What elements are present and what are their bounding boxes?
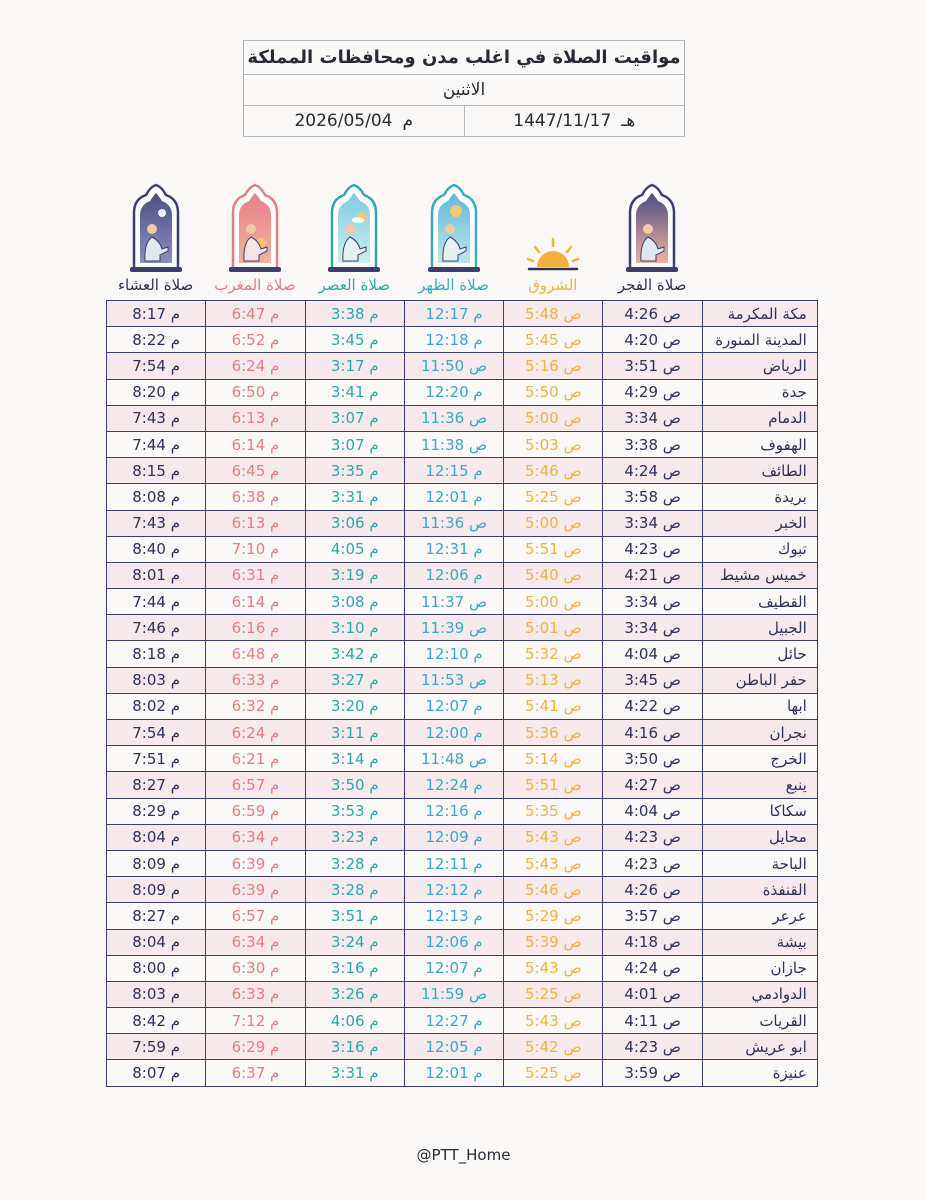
fajr-time: 4:26 ص: [603, 877, 702, 903]
maghrib-time: 6:31 م: [206, 562, 305, 588]
dhuhr-time: 12:09 م: [404, 824, 503, 850]
asr-time: 3:41 م: [305, 379, 404, 405]
table-row: [107, 458, 818, 484]
sunrise-time: 5:48 ص: [504, 301, 603, 327]
maghrib-time: 6:32 م: [206, 693, 305, 719]
table-row: [107, 615, 818, 641]
isha-time: 8:40 م: [107, 536, 206, 562]
asr-time: 3:31 م: [305, 484, 404, 510]
table-row: [107, 562, 818, 588]
table-row: [107, 955, 818, 981]
city-name: الرياض: [702, 353, 817, 379]
table-row: [107, 353, 818, 379]
maghrib-time: 6:34 م: [206, 929, 305, 955]
maghrib-time: 6:21 م: [206, 746, 305, 772]
dhuhr-time: 12:10 م: [404, 641, 503, 667]
fajr-time: 3:59 ص: [603, 1060, 702, 1086]
table-row: [107, 981, 818, 1007]
asr-time: 3:20 م: [305, 693, 404, 719]
fajr-time: 3:34 ص: [603, 510, 702, 536]
isha-time: 8:01 م: [107, 562, 206, 588]
sunrise-time: 5:25 ص: [504, 981, 603, 1007]
maghrib-time: 6:57 م: [206, 772, 305, 798]
city-name: جدة: [702, 379, 817, 405]
table-row: [107, 510, 818, 536]
city-name: نجران: [702, 720, 817, 746]
city-name: بيشة: [702, 929, 817, 955]
sunrise-time: 5:40 ص: [504, 562, 603, 588]
fajr-time: 4:23 ص: [603, 850, 702, 876]
sunrise-time: 5:51 ص: [504, 772, 603, 798]
fajr-time: 4:23 ص: [603, 824, 702, 850]
dhuhr-time: 11:36 ص: [404, 510, 503, 536]
sunrise-time: 5:42 ص: [504, 1034, 603, 1060]
column-labels: [106, 276, 702, 300]
city-name: الخبر: [702, 510, 817, 536]
asr-time: 3:27 م: [305, 667, 404, 693]
label-fajr: صلاة الفجر: [617, 276, 687, 294]
table-row: [107, 824, 818, 850]
isha-time: 7:43 م: [107, 510, 206, 536]
dhuhr-time: 12:13 م: [404, 903, 503, 929]
isha-time: 8:03 م: [107, 667, 206, 693]
header-box: [243, 40, 685, 137]
dhuhr-time: 12:24 م: [404, 772, 503, 798]
hijri-date-cell: [465, 106, 685, 136]
fajr-time: 4:04 ص: [603, 641, 702, 667]
hijri-suffix: هـ: [621, 111, 636, 131]
sunrise-time: 5:46 ص: [504, 877, 603, 903]
city-name: الطائف: [702, 458, 817, 484]
fajr-time: 4:22 ص: [603, 693, 702, 719]
table-body: [107, 301, 818, 1087]
dhuhr-time: 11:59 ص: [404, 981, 503, 1007]
dhuhr-time: 11:53 ص: [404, 667, 503, 693]
table-row: [107, 431, 818, 457]
isha-time: 8:27 م: [107, 903, 206, 929]
fajr-time: 4:16 ص: [603, 720, 702, 746]
sunrise-time: 5:50 ص: [504, 379, 603, 405]
gregorian-date-cell: [244, 106, 465, 136]
city-name: ابو عريش: [702, 1034, 817, 1060]
asr-time: 3:11 م: [305, 720, 404, 746]
city-name: الباحة: [702, 850, 817, 876]
dhuhr-time: 11:37 ص: [404, 589, 503, 615]
table-row: [107, 1008, 818, 1034]
asr-time: 3:08 م: [305, 589, 404, 615]
prayer-afternoon-icon: [305, 175, 404, 275]
dhuhr-time: 12:12 م: [404, 877, 503, 903]
page-title: مواقيت الصلاة في اغلب مدن ومحافظات المملكة: [244, 41, 684, 75]
isha-time: 7:54 م: [107, 353, 206, 379]
fajr-time: 4:04 ص: [603, 798, 702, 824]
city-name: جازان: [702, 955, 817, 981]
asr-time: 3:23 م: [305, 824, 404, 850]
sunrise-time: 5:36 ص: [504, 720, 603, 746]
table-row: [107, 877, 818, 903]
city-name: المدينة المنورة: [702, 327, 817, 353]
asr-time: 3:07 م: [305, 431, 404, 457]
isha-time: 7:54 م: [107, 720, 206, 746]
city-name: الدمام: [702, 405, 817, 431]
isha-time: 8:29 م: [107, 798, 206, 824]
sunrise-time: 5:14 ص: [504, 746, 603, 772]
city-name: محايل: [702, 824, 817, 850]
isha-time: 7:59 م: [107, 1034, 206, 1060]
maghrib-time: 6:14 م: [206, 589, 305, 615]
prayer-dawn-icon: [602, 175, 701, 275]
maghrib-time: 6:39 م: [206, 877, 305, 903]
sunrise-time: 5:45 ص: [504, 327, 603, 353]
label-maghrib: صلاة المغرب: [214, 276, 296, 294]
fajr-time: 3:58 ص: [603, 484, 702, 510]
prayer-icons-row: [106, 175, 702, 275]
sunrise-time: 5:43 ص: [504, 955, 603, 981]
isha-time: 7:44 م: [107, 589, 206, 615]
city-name: سكاكا: [702, 798, 817, 824]
isha-time: 8:42 م: [107, 1008, 206, 1034]
asr-time: 3:19 م: [305, 562, 404, 588]
dhuhr-time: 11:39 ص: [404, 615, 503, 641]
sunrise-icon: [503, 175, 602, 275]
city-name: حائل: [702, 641, 817, 667]
label-isha: صلاة العشاء: [118, 276, 194, 294]
isha-time: 8:17 م: [107, 301, 206, 327]
isha-time: 7:51 م: [107, 746, 206, 772]
maghrib-time: 7:12 م: [206, 1008, 305, 1034]
table-row: [107, 301, 818, 327]
dhuhr-time: 12:07 م: [404, 955, 503, 981]
dhuhr-time: 12:27 م: [404, 1008, 503, 1034]
fajr-time: 4:11 ص: [603, 1008, 702, 1034]
table-row: [107, 536, 818, 562]
city-name: الهفوف: [702, 431, 817, 457]
city-name: خميس مشيط: [702, 562, 817, 588]
gregorian-date: 2026/05/04: [294, 111, 393, 131]
hijri-date: 1447/11/17: [513, 111, 612, 131]
isha-time: 7:44 م: [107, 431, 206, 457]
fajr-time: 3:34 ص: [603, 589, 702, 615]
asr-time: 3:24 م: [305, 929, 404, 955]
fajr-time: 4:26 ص: [603, 301, 702, 327]
table-row: [107, 772, 818, 798]
maghrib-time: 6:30 م: [206, 955, 305, 981]
asr-time: 3:50 م: [305, 772, 404, 798]
maghrib-time: 6:52 م: [206, 327, 305, 353]
asr-time: 3:28 م: [305, 877, 404, 903]
isha-time: 7:43 م: [107, 405, 206, 431]
table-row: [107, 405, 818, 431]
maghrib-time: 6:57 م: [206, 903, 305, 929]
sunrise-time: 5:00 ص: [504, 589, 603, 615]
dhuhr-time: 11:48 ص: [404, 746, 503, 772]
sunrise-time: 5:25 ص: [504, 1060, 603, 1086]
city-name: ابها: [702, 693, 817, 719]
table-row: [107, 589, 818, 615]
city-name: تبوك: [702, 536, 817, 562]
maghrib-time: 6:50 م: [206, 379, 305, 405]
fajr-time: 4:24 ص: [603, 458, 702, 484]
table-row: [107, 929, 818, 955]
footer-handle: @PTT_Home: [416, 1146, 511, 1164]
dhuhr-time: 11:50 ص: [404, 353, 503, 379]
dhuhr-time: 12:06 م: [404, 929, 503, 955]
asr-time: 3:16 م: [305, 955, 404, 981]
asr-time: 3:14 م: [305, 746, 404, 772]
sunrise-time: 5:51 ص: [504, 536, 603, 562]
asr-time: 3:26 م: [305, 981, 404, 1007]
maghrib-time: 6:13 م: [206, 510, 305, 536]
fajr-time: 3:51 ص: [603, 353, 702, 379]
isha-time: 8:09 م: [107, 850, 206, 876]
maghrib-time: 6:34 م: [206, 824, 305, 850]
maghrib-time: 6:13 م: [206, 405, 305, 431]
sunrise-time: 5:43 ص: [504, 850, 603, 876]
isha-time: 8:08 م: [107, 484, 206, 510]
table-row: [107, 850, 818, 876]
fajr-time: 3:45 ص: [603, 667, 702, 693]
isha-time: 8:04 م: [107, 824, 206, 850]
sunrise-time: 5:43 ص: [504, 1008, 603, 1034]
isha-time: 7:46 م: [107, 615, 206, 641]
dhuhr-time: 12:00 م: [404, 720, 503, 746]
table-row: [107, 667, 818, 693]
city-name: عرعر: [702, 903, 817, 929]
isha-time: 8:22 م: [107, 327, 206, 353]
maghrib-time: 6:24 م: [206, 720, 305, 746]
asr-time: 3:53 م: [305, 798, 404, 824]
fajr-time: 3:50 ص: [603, 746, 702, 772]
sunrise-time: 5:13 ص: [504, 667, 603, 693]
table-row: [107, 641, 818, 667]
asr-time: 3:06 م: [305, 510, 404, 536]
prayer-noon-icon: [404, 175, 503, 275]
sunrise-time: 5:00 ص: [504, 510, 603, 536]
dhuhr-time: 12:07 م: [404, 693, 503, 719]
asr-time: 3:42 م: [305, 641, 404, 667]
maghrib-time: 6:38 م: [206, 484, 305, 510]
table-row: [107, 903, 818, 929]
dhuhr-time: 12:06 م: [404, 562, 503, 588]
label-dhuhr: صلاة الظهر: [418, 276, 489, 294]
asr-time: 4:06 م: [305, 1008, 404, 1034]
isha-time: 8:04 م: [107, 929, 206, 955]
fajr-time: 4:20 ص: [603, 327, 702, 353]
sunrise-time: 5:43 ص: [504, 824, 603, 850]
maghrib-time: 6:24 م: [206, 353, 305, 379]
city-name: القطيف: [702, 589, 817, 615]
city-name: بريدة: [702, 484, 817, 510]
sunrise-time: 5:35 ص: [504, 798, 603, 824]
label-asr: صلاة العصر: [318, 276, 391, 294]
sunrise-time: 5:32 ص: [504, 641, 603, 667]
city-name: ينبع: [702, 772, 817, 798]
city-name: الدوادمي: [702, 981, 817, 1007]
table-row: [107, 379, 818, 405]
fajr-time: 4:18 ص: [603, 929, 702, 955]
maghrib-time: 6:37 م: [206, 1060, 305, 1086]
dhuhr-time: 12:31 م: [404, 536, 503, 562]
table-row: [107, 1060, 818, 1086]
fajr-time: 3:57 ص: [603, 903, 702, 929]
fajr-time: 3:34 ص: [603, 615, 702, 641]
fajr-time: 4:01 ص: [603, 981, 702, 1007]
dhuhr-time: 12:17 م: [404, 301, 503, 327]
dates-row: [244, 106, 684, 136]
sunrise-time: 5:00 ص: [504, 405, 603, 431]
day-name: الاثنين: [244, 75, 684, 106]
asr-time: 4:05 م: [305, 536, 404, 562]
table-row: [107, 327, 818, 353]
label-sunrise: الشروق: [528, 276, 578, 294]
dhuhr-time: 12:11 م: [404, 850, 503, 876]
maghrib-time: 6:45 م: [206, 458, 305, 484]
city-name: الجبيل: [702, 615, 817, 641]
sunrise-time: 5:16 ص: [504, 353, 603, 379]
prayer-sunset-icon: [205, 175, 304, 275]
dhuhr-time: 12:15 م: [404, 458, 503, 484]
city-name: القنفذة: [702, 877, 817, 903]
asr-time: 3:10 م: [305, 615, 404, 641]
table-row: [107, 484, 818, 510]
maghrib-time: 6:14 م: [206, 431, 305, 457]
sunrise-time: 5:39 ص: [504, 929, 603, 955]
isha-time: 8:07 م: [107, 1060, 206, 1086]
table-row: [107, 720, 818, 746]
sunrise-time: 5:46 ص: [504, 458, 603, 484]
asr-time: 3:17 م: [305, 353, 404, 379]
city-name: الخرج: [702, 746, 817, 772]
fajr-time: 4:27 ص: [603, 772, 702, 798]
fajr-time: 3:38 ص: [603, 431, 702, 457]
isha-time: 8:27 م: [107, 772, 206, 798]
dhuhr-time: 12:01 م: [404, 1060, 503, 1086]
fajr-time: 4:21 ص: [603, 562, 702, 588]
table-row: [107, 1034, 818, 1060]
maghrib-time: 6:29 م: [206, 1034, 305, 1060]
asr-time: 3:38 م: [305, 301, 404, 327]
fajr-time: 4:23 ص: [603, 1034, 702, 1060]
asr-time: 3:45 م: [305, 327, 404, 353]
gregorian-suffix: م: [402, 111, 413, 131]
fajr-time: 4:23 ص: [603, 536, 702, 562]
maghrib-time: 6:16 م: [206, 615, 305, 641]
maghrib-time: 6:39 م: [206, 850, 305, 876]
asr-time: 3:07 م: [305, 405, 404, 431]
sunrise-time: 5:03 ص: [504, 431, 603, 457]
sunrise-time: 5:25 ص: [504, 484, 603, 510]
city-name: القريات: [702, 1008, 817, 1034]
city-name: مكة المكرمة: [702, 301, 817, 327]
isha-time: 8:15 م: [107, 458, 206, 484]
dhuhr-time: 12:18 م: [404, 327, 503, 353]
sunrise-time: 5:41 ص: [504, 693, 603, 719]
isha-time: 8:09 م: [107, 877, 206, 903]
maghrib-time: 6:33 م: [206, 981, 305, 1007]
fajr-time: 3:34 ص: [603, 405, 702, 431]
table-row: [107, 746, 818, 772]
table-row: [107, 693, 818, 719]
fajr-time: 4:29 ص: [603, 379, 702, 405]
prayer-night-icon: [106, 175, 205, 275]
asr-time: 3:16 م: [305, 1034, 404, 1060]
isha-time: 8:02 م: [107, 693, 206, 719]
asr-time: 3:35 م: [305, 458, 404, 484]
isha-time: 8:00 م: [107, 955, 206, 981]
fajr-time: 4:24 ص: [603, 955, 702, 981]
dhuhr-time: 12:20 م: [404, 379, 503, 405]
table-row: [107, 798, 818, 824]
maghrib-time: 6:33 م: [206, 667, 305, 693]
sunrise-time: 5:01 ص: [504, 615, 603, 641]
asr-time: 3:28 م: [305, 850, 404, 876]
isha-time: 8:18 م: [107, 641, 206, 667]
prayer-times-table: [106, 300, 818, 1087]
maghrib-time: 6:59 م: [206, 798, 305, 824]
city-name: حفر الباطن: [702, 667, 817, 693]
city-name: عنيزة: [702, 1060, 817, 1086]
asr-time: 3:31 م: [305, 1060, 404, 1086]
asr-time: 3:51 م: [305, 903, 404, 929]
maghrib-time: 6:48 م: [206, 641, 305, 667]
dhuhr-time: 12:01 م: [404, 484, 503, 510]
dhuhr-time: 11:38 ص: [404, 431, 503, 457]
sunrise-time: 5:29 ص: [504, 903, 603, 929]
isha-time: 8:20 م: [107, 379, 206, 405]
maghrib-time: 7:10 م: [206, 536, 305, 562]
maghrib-time: 6:47 م: [206, 301, 305, 327]
dhuhr-time: 11:36 ص: [404, 405, 503, 431]
dhuhr-time: 12:16 م: [404, 798, 503, 824]
isha-time: 8:03 م: [107, 981, 206, 1007]
dhuhr-time: 12:05 م: [404, 1034, 503, 1060]
